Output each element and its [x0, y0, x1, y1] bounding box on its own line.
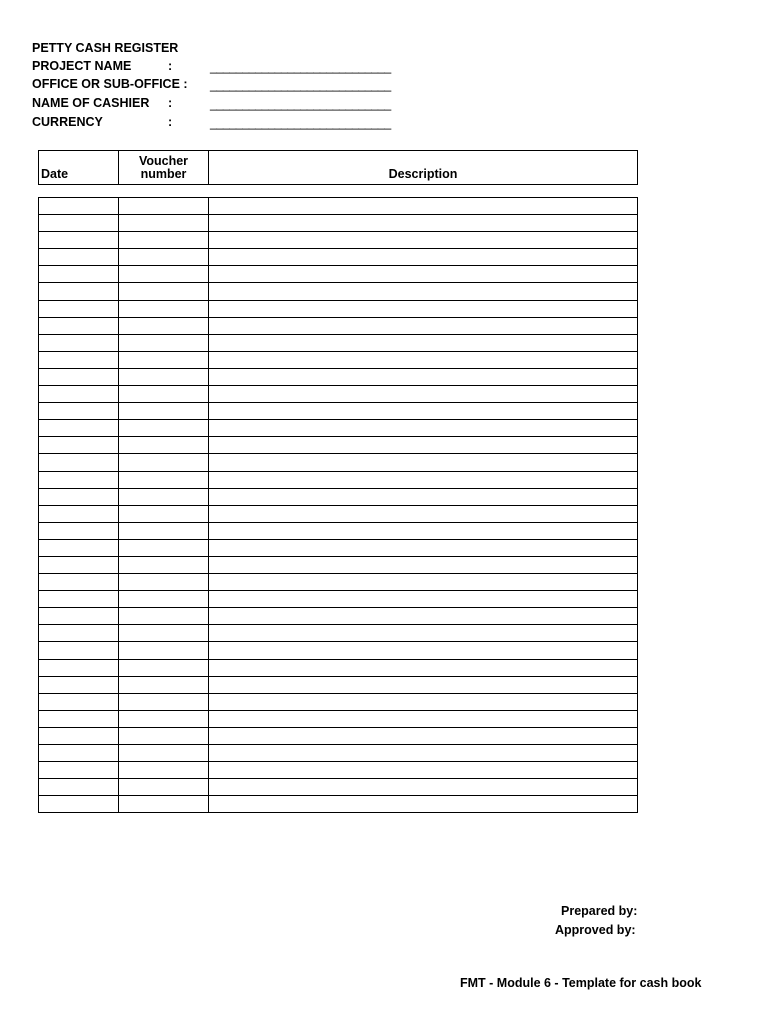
- prepared-by-label: Prepared by:: [561, 904, 638, 918]
- cell-voucher-number[interactable]: [119, 676, 209, 693]
- table-row: [39, 386, 638, 403]
- cell-voucher-number[interactable]: [119, 283, 209, 300]
- cell-voucher-number[interactable]: [119, 591, 209, 608]
- column-header-date: Date: [39, 151, 119, 184]
- field-office-line[interactable]: ____________________________: [210, 78, 391, 92]
- register-title: PETTY CASH REGISTER: [32, 41, 179, 55]
- table-row: [39, 300, 638, 317]
- cell-voucher-number[interactable]: [119, 745, 209, 762]
- cell-date[interactable]: [39, 403, 119, 420]
- cell-description[interactable]: [209, 693, 638, 710]
- cell-date[interactable]: [39, 437, 119, 454]
- table-row: [39, 676, 638, 693]
- cell-voucher-number[interactable]: [119, 762, 209, 779]
- footer-text: FMT - Module 6 - Template for cash book: [460, 976, 702, 990]
- cell-description[interactable]: [209, 351, 638, 368]
- cell-date[interactable]: [39, 334, 119, 351]
- cell-voucher-number[interactable]: [119, 420, 209, 437]
- table-row: [39, 693, 638, 710]
- cell-description[interactable]: [209, 745, 638, 762]
- cell-date[interactable]: [39, 556, 119, 573]
- cell-description[interactable]: [209, 591, 638, 608]
- cell-voucher-number[interactable]: [119, 796, 209, 813]
- cell-date[interactable]: [39, 539, 119, 556]
- cell-description[interactable]: [209, 334, 638, 351]
- cell-description[interactable]: [209, 727, 638, 744]
- field-office-label: OFFICE OR SUB-OFFICE :: [32, 77, 188, 91]
- table-row: [39, 266, 638, 283]
- cell-description[interactable]: [209, 403, 638, 420]
- cell-date[interactable]: [39, 745, 119, 762]
- cell-voucher-number[interactable]: [119, 727, 209, 744]
- cell-description[interactable]: [209, 386, 638, 403]
- cell-voucher-number[interactable]: [119, 215, 209, 232]
- cell-description[interactable]: [209, 471, 638, 488]
- field-currency-colon: :: [168, 115, 173, 129]
- cell-voucher-number[interactable]: [119, 659, 209, 676]
- table-row: [39, 198, 638, 215]
- table-row: [39, 659, 638, 676]
- cell-date[interactable]: [39, 488, 119, 505]
- cell-description[interactable]: [209, 283, 638, 300]
- table-row: [39, 796, 638, 813]
- cell-description[interactable]: [209, 454, 638, 471]
- cell-voucher-number[interactable]: [119, 386, 209, 403]
- table-row: [39, 437, 638, 454]
- table-row: [39, 215, 638, 232]
- table-row: [39, 420, 638, 437]
- table-row: [39, 539, 638, 556]
- cell-description[interactable]: [209, 232, 638, 249]
- cell-voucher-number[interactable]: [119, 249, 209, 266]
- cell-description[interactable]: [209, 642, 638, 659]
- cell-date[interactable]: [39, 676, 119, 693]
- cell-voucher-number[interactable]: [119, 471, 209, 488]
- cell-date[interactable]: [39, 249, 119, 266]
- table-row: [39, 710, 638, 727]
- cell-date[interactable]: [39, 710, 119, 727]
- table-row: [39, 232, 638, 249]
- cell-description[interactable]: [209, 625, 638, 642]
- column-header-description: Description: [388, 167, 458, 181]
- table-row: [39, 608, 638, 625]
- cell-description[interactable]: [209, 368, 638, 385]
- table-row: [39, 625, 638, 642]
- table-row: [39, 505, 638, 522]
- cell-description[interactable]: [209, 249, 638, 266]
- cell-description[interactable]: [209, 539, 638, 556]
- cell-date[interactable]: [39, 317, 119, 334]
- cell-voucher-number[interactable]: [119, 351, 209, 368]
- cell-date[interactable]: [39, 215, 119, 232]
- cell-voucher-number[interactable]: [119, 368, 209, 385]
- field-cashier-colon: :: [168, 96, 173, 110]
- cell-description[interactable]: [209, 710, 638, 727]
- cell-voucher-number[interactable]: [119, 539, 209, 556]
- cell-description[interactable]: [209, 300, 638, 317]
- cell-voucher-number[interactable]: [119, 334, 209, 351]
- cell-date[interactable]: [39, 198, 119, 215]
- cell-description[interactable]: [209, 779, 638, 796]
- cell-date[interactable]: [39, 727, 119, 744]
- field-cashier-label: NAME OF CASHIER: [32, 96, 150, 110]
- table-column-header: [38, 150, 638, 185]
- cell-description[interactable]: [209, 762, 638, 779]
- cell-date[interactable]: [39, 625, 119, 642]
- cell-date[interactable]: [39, 608, 119, 625]
- field-cashier-line[interactable]: ____________________________: [210, 97, 391, 111]
- cell-description[interactable]: [209, 215, 638, 232]
- table-row: [39, 317, 638, 334]
- cell-date[interactable]: [39, 574, 119, 591]
- cell-date[interactable]: [39, 420, 119, 437]
- cell-date[interactable]: [39, 368, 119, 385]
- cell-voucher-number[interactable]: [119, 437, 209, 454]
- cell-description[interactable]: [209, 676, 638, 693]
- cell-voucher-number[interactable]: [119, 710, 209, 727]
- table-row: [39, 762, 638, 779]
- cell-date[interactable]: [39, 522, 119, 539]
- cell-date[interactable]: [39, 762, 119, 779]
- table-row: [39, 522, 638, 539]
- cell-date[interactable]: [39, 351, 119, 368]
- cell-voucher-number[interactable]: [119, 642, 209, 659]
- table-row: [39, 249, 638, 266]
- cell-description[interactable]: [209, 659, 638, 676]
- cell-description[interactable]: [209, 608, 638, 625]
- cell-voucher-number[interactable]: [119, 608, 209, 625]
- table-row: [39, 745, 638, 762]
- cell-description[interactable]: [209, 505, 638, 522]
- cell-date[interactable]: [39, 266, 119, 283]
- table-row: [39, 471, 638, 488]
- cell-voucher-number[interactable]: [119, 693, 209, 710]
- table-row: [39, 591, 638, 608]
- field-project-name-line[interactable]: ____________________________: [210, 60, 391, 74]
- cell-date[interactable]: [39, 454, 119, 471]
- cell-description[interactable]: [209, 574, 638, 591]
- cell-voucher-number[interactable]: [119, 266, 209, 283]
- table-row: [39, 351, 638, 368]
- cell-description[interactable]: [209, 488, 638, 505]
- cell-date[interactable]: [39, 283, 119, 300]
- cell-description[interactable]: [209, 796, 638, 813]
- cell-voucher-number[interactable]: [119, 556, 209, 573]
- table-row: [39, 368, 638, 385]
- table-row: [39, 454, 638, 471]
- cell-description[interactable]: [209, 420, 638, 437]
- table-row: [39, 283, 638, 300]
- cell-voucher-number[interactable]: [119, 198, 209, 215]
- field-currency-label: CURRENCY: [32, 115, 103, 129]
- cell-date[interactable]: [39, 659, 119, 676]
- cell-date[interactable]: [39, 693, 119, 710]
- table-row: [39, 556, 638, 573]
- field-currency-line[interactable]: ____________________________: [210, 116, 391, 130]
- cell-voucher-number[interactable]: [119, 779, 209, 796]
- cell-description[interactable]: [209, 317, 638, 334]
- cell-voucher-number[interactable]: [119, 300, 209, 317]
- table-row: [39, 574, 638, 591]
- cell-voucher-number[interactable]: [119, 232, 209, 249]
- cell-date[interactable]: [39, 642, 119, 659]
- cell-description[interactable]: [209, 522, 638, 539]
- cell-description[interactable]: [209, 198, 638, 215]
- cell-voucher-number[interactable]: [119, 625, 209, 642]
- field-project-name-label: PROJECT NAME: [32, 59, 132, 73]
- cell-voucher-number[interactable]: [119, 488, 209, 505]
- table-row: [39, 642, 638, 659]
- table-row: [39, 727, 638, 744]
- cell-date[interactable]: [39, 591, 119, 608]
- column-header-voucher-number: Voucher number: [119, 151, 209, 184]
- cell-voucher-number[interactable]: [119, 403, 209, 420]
- cell-date[interactable]: [39, 300, 119, 317]
- table-row: [39, 779, 638, 796]
- cell-voucher-number[interactable]: [119, 522, 209, 539]
- cell-date[interactable]: [39, 505, 119, 522]
- cell-date[interactable]: [39, 471, 119, 488]
- cell-voucher-number[interactable]: [119, 454, 209, 471]
- cell-description[interactable]: [209, 437, 638, 454]
- approved-by-label: Approved by:: [555, 923, 636, 937]
- table-row: [39, 403, 638, 420]
- cell-description[interactable]: [209, 556, 638, 573]
- register-table: [38, 197, 638, 813]
- field-project-name-colon: :: [168, 59, 173, 73]
- cell-date[interactable]: [39, 386, 119, 403]
- cell-voucher-number[interactable]: [119, 505, 209, 522]
- table-row: [39, 488, 638, 505]
- table-row: [39, 334, 638, 351]
- cell-date[interactable]: [39, 796, 119, 813]
- cell-voucher-number[interactable]: [119, 317, 209, 334]
- cell-description[interactable]: [209, 266, 638, 283]
- cell-date[interactable]: [39, 779, 119, 796]
- cell-voucher-number[interactable]: [119, 574, 209, 591]
- cell-date[interactable]: [39, 232, 119, 249]
